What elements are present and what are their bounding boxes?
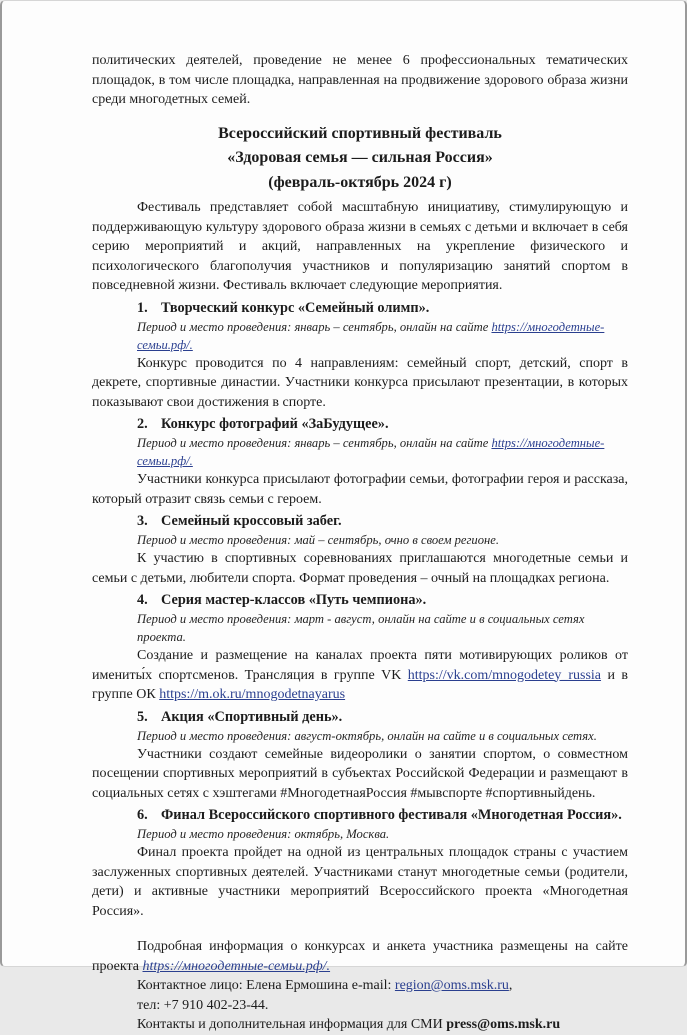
document-title-block <box>92 122 628 196</box>
footer-contact-text: , <box>508 978 513 993</box>
item-heading <box>137 707 628 727</box>
item-body-text: Создание и размещение на каналах проекта пяти мотивирующих роликов от имениты́х спортсменов. Трансляция в группе VK <box>92 648 628 683</box>
item-body-text: и в группе ОК <box>92 667 629 702</box>
item-period <box>137 825 628 843</box>
document-title-line3: (февраль-октябрь 2024 г) <box>268 173 452 191</box>
press-email: press@oms.msk.ru <box>446 1017 561 1032</box>
festival-item <box>92 590 628 705</box>
vk-link[interactable]: https://vk.com/mnogodetey_russia <box>407 667 602 683</box>
item-body-text: Участники создают семейные видеоролики о занятии спортом, о совместном посещении спортивных мероприятий в субъектах Российской Федерации и размещают в социальных сетях с хэштегами #МногодетнаяРоссия #мывспорте #спортивныйдень. <box>92 746 628 801</box>
item-period-text: Период и место проведения: май – сентябрь, очно в своем регионе. <box>137 533 500 547</box>
footer-phone-text: тел: +7 910 402-23-44. <box>137 997 269 1013</box>
site-link[interactable]: https://многодетные-семьи.рф/. <box>137 436 605 468</box>
item-title: Финал Всероссийского спортивного фестиваля «Многодетная Россия». <box>161 807 622 823</box>
item-title: Творческий конкурс «Семейный олимп». <box>161 299 430 316</box>
festival-item <box>92 414 628 509</box>
footer-press-line <box>137 1015 628 1035</box>
item-period <box>137 318 628 354</box>
item-heading <box>137 511 628 531</box>
footer-press-text: Контакты и дополнительная информация для СМИ <box>137 1017 447 1032</box>
item-body <box>92 354 628 413</box>
footer-contact-text: Контактное лицо: Елена Ермошина e-mail: <box>137 978 395 993</box>
item-period <box>137 434 628 470</box>
site-link[interactable]: https://многодетные-семьи.рф/. <box>137 319 605 352</box>
festival-item <box>92 805 628 921</box>
item-body-text: Участники конкурса присылают фотографии семьи, фотографии героя и рассказа, который отразит связь семьи с героем. <box>92 472 628 507</box>
footer-info-text: Подробная информация о конкурсах и анкета участника размещены на сайте проекта <box>92 939 628 974</box>
item-title: Конкурс фотографий «ЗаБудущее». <box>161 416 389 432</box>
item-period-text: Период и место проведения: март - август, онлайн на сайте и в социальных сетях проекта. <box>137 612 585 644</box>
festival-item <box>92 298 628 413</box>
item-number: 4. <box>137 592 148 608</box>
festival-item <box>92 707 628 804</box>
footer-phone-line <box>137 996 628 1016</box>
document-title-line2: «Здоровая семья — сильная Россия» <box>227 149 493 166</box>
item-heading <box>137 590 628 610</box>
item-number: 5. <box>137 708 148 725</box>
item-body <box>92 549 628 588</box>
ok-link[interactable]: https://m.ok.ru/mnogodetnayarus <box>159 687 346 702</box>
item-number: 2. <box>137 416 148 432</box>
item-body <box>92 745 628 804</box>
intro-paragraph: политических деятелей, проведение не менее 6 профессиональных тематических площадок, в том числе площадка, направленная на продвижение здорового образа жизни среди многодетных семей. <box>92 53 628 107</box>
item-period <box>137 727 628 745</box>
festival-items-list <box>92 298 628 922</box>
item-number: 1. <box>137 299 148 316</box>
item-period-text: Период и место проведения: август-октябрь, онлайн на сайте и в социальных сетях. <box>137 728 597 743</box>
item-heading <box>137 805 628 825</box>
item-heading <box>137 298 628 318</box>
festival-description: Фестиваль представляет собой масштабную инициативу, стимулирующую и поддерживающую культуру здорового образа жизни в семьях с детьми и включает в себя серию мероприятий и акций, направленных на укрепление физического и психологического благополучия участников и популяризацию занятий спортом в повседневной жизни. Фестиваль включает следующие мероприятия. <box>92 200 628 293</box>
footer-block <box>92 937 628 1035</box>
item-heading <box>137 414 628 434</box>
item-period-text: Период и место проведения: октябрь, Москва. <box>137 827 390 841</box>
item-body-text: Конкурс проводится по 4 направлениям: семейный спорт, детский, спорт в декрете, спортивные династии. Участники конкурса присылают презентации, в которых показывают свои достижения в спорте. <box>92 355 628 410</box>
site-link[interactable]: https://многодетные-семьи.рф/. <box>142 958 331 974</box>
item-period <box>137 610 628 646</box>
email-link[interactable]: region@oms.msk.ru <box>394 978 509 993</box>
item-body-text: К участию в спортивных соревнованиях приглашаются многодетные семьи и семьи с детьми, любители спорта. Формат проведения – очный на площадках региона. <box>92 551 628 586</box>
item-body-text: Финал проекта пройдет на одной из центральных площадок страны с участием заслуженных спортивных деятелей. Участниками станут многодетные семьи (родители, дети) и активные участники мероприятий Всероссийского проекта «Многодетная Россия». <box>92 845 628 919</box>
item-title: Акция «Спортивный день». <box>161 708 343 725</box>
footer-contact-line <box>137 976 628 996</box>
item-body <box>92 470 628 509</box>
item-period-text: Период и место проведения: январь – сентябрь, онлайн на сайте <box>137 436 492 450</box>
document-title-line1: Всероссийский спортивный фестиваль <box>218 124 502 142</box>
item-body <box>92 843 628 921</box>
festival-item <box>92 511 628 588</box>
item-title: Серия мастер-классов «Путь чемпиона». <box>161 592 427 608</box>
item-number: 6. <box>137 807 148 823</box>
item-period-text: Период и место проведения: январь – сентябрь, онлайн на сайте <box>137 319 492 334</box>
item-body <box>92 646 628 705</box>
footer-info-paragraph <box>92 937 628 976</box>
item-number: 3. <box>137 513 148 529</box>
item-period <box>137 531 628 549</box>
item-title: Семейный кроссовый забег. <box>161 513 342 529</box>
